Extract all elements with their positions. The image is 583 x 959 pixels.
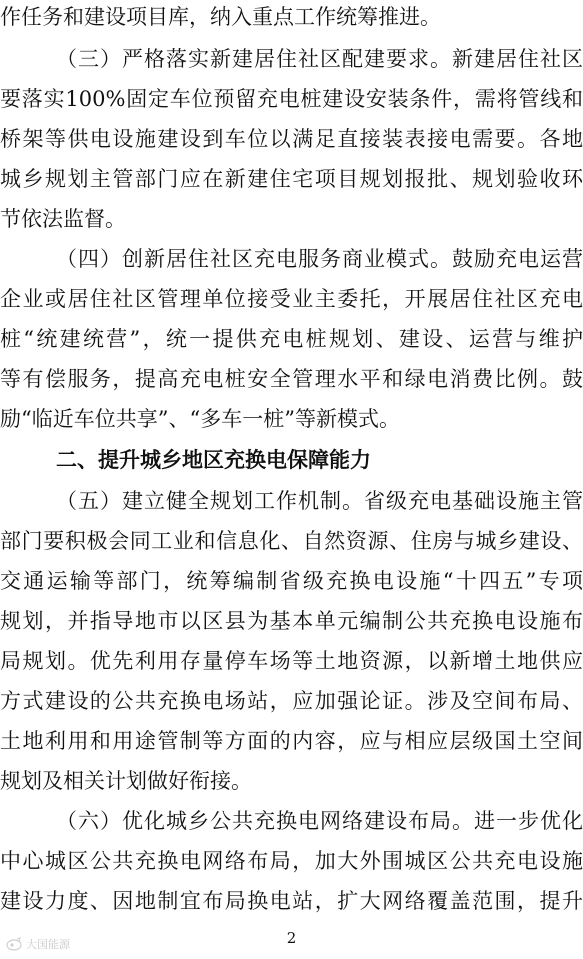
text-line: 规划，并指导地市以区县为基本单元编制公共充换电设施布	[0, 609, 583, 633]
watermark	[6, 936, 70, 952]
text-line: 等有偿服务，提高充电桩安全管理水平和绿电消费比例。鼓	[0, 367, 583, 391]
text-line: 作任务和建设项目库，纳入重点工作统筹推进。	[0, 5, 441, 29]
text-line: 励“临近车位共享”、“多车一桩”等新模式。	[0, 407, 400, 431]
text-line: 局规划。优先利用存量停车场等土地资源，以新增土地供应	[0, 649, 583, 673]
watermark-logo-icon	[6, 937, 22, 951]
text-line: 中心城区公共充换电网络布局，加大外围城区公共充电设施	[0, 849, 583, 873]
text-line: （三）严格落实新建居住社区配建要求。新建居住社区	[56, 47, 583, 71]
page-number: 2	[286, 929, 297, 947]
text-line: 建设力度、因地制宜布局换电站，扩大网络覆盖范围，提升	[0, 889, 583, 913]
text-line: （四）创新居住社区充电服务商业模式。鼓励充电运营	[56, 247, 583, 271]
watermark-text: 大国能源	[26, 938, 70, 951]
text-line: 要落实100%固定车位预留充电桩建设安装条件，需将管线和	[0, 87, 583, 111]
text-line: 城乡规划主管部门应在新建住宅项目规划报批、规划验收环	[0, 167, 583, 191]
text-line: （五）建立健全规划工作机制。省级充电基础设施主管	[56, 489, 583, 513]
text-line: 企业或居住社区管理单位接受业主委托，开展居住社区充电	[0, 287, 583, 311]
text-line: 交通运输等部门，统筹编制省级充换电设施“十四五”专项	[0, 569, 583, 593]
text-line: 部门要积极会同工业和信息化、自然资源、住房与城乡建设、	[0, 529, 583, 553]
text-line: 规划及相关计划做好衔接。	[0, 769, 252, 793]
text-line: 方式建设的公共充换电场站，应加强论证。涉及空间布局、	[0, 689, 583, 713]
text-line: 桥架等供电设施建设到车位以满足直接装表接电需要。各地	[0, 127, 583, 151]
text-line: 节依法监督。	[0, 207, 126, 231]
section-heading: 二、提升城乡地区充换电保障能力	[56, 448, 371, 472]
text-line: 桩“统建统营”，统一提供充电桩规划、建设、运营与维护	[0, 327, 583, 351]
text-line: （六）优化城乡公共充换电网络建设布局。进一步优化	[56, 809, 583, 833]
text-line: 土地利用和用途管制等方面的内容，应与相应层级国土空间	[0, 729, 583, 753]
